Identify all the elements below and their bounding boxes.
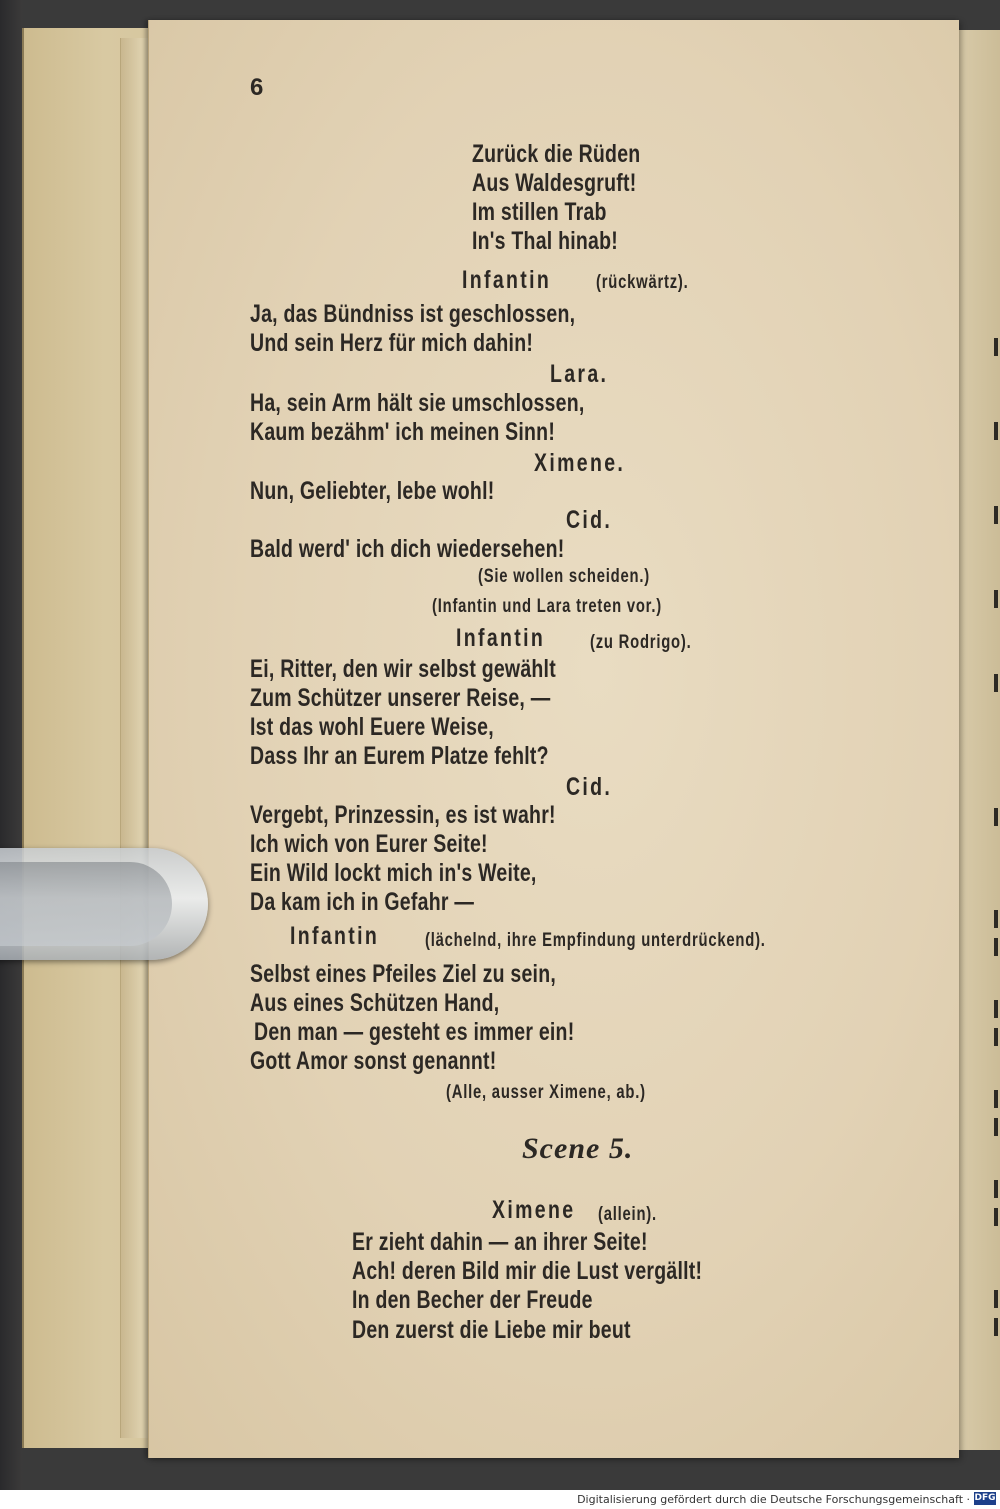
footer-credit: Digitalisierung gefördert durch die Deutsche Forschungsgemeinschaft ·: [577, 1493, 970, 1506]
verse-line: Den man — gesteht es immer ein!: [254, 1018, 575, 1046]
verse-line: Und sein Herz für mich dahin!: [250, 329, 534, 357]
speaker-name: Lara.: [550, 360, 609, 388]
speaker-name: Ximene.: [534, 449, 626, 477]
verse-line: Er zieht dahin — an ihrer Seite!: [352, 1228, 648, 1256]
verse-line: Den zuerst die Liebe mir beut: [352, 1316, 631, 1344]
speaker-name: Infantin: [462, 266, 552, 294]
verse-line: Im stillen Trab: [472, 198, 607, 226]
stage-direction: (Infantin und Lara treten vor.): [432, 596, 663, 617]
verse-line: Dass Ihr an Eurem Platze fehlt?: [250, 742, 549, 770]
scene-heading: Scene 5.: [522, 1132, 634, 1165]
glass-page-weight-core: [0, 862, 172, 946]
stage-direction: (allein).: [598, 1204, 657, 1225]
verse-line: In den Becher der Freude: [352, 1286, 593, 1314]
stage-direction: (lächelnd, ihre Empfindung unterdrückend).: [425, 930, 766, 951]
verse-line: Ei, Ritter, den wir selbst gewählt: [250, 655, 556, 683]
verse-line: Ist das wohl Euere Weise,: [250, 713, 494, 741]
verse-line: Da kam ich in Gefahr —: [250, 888, 475, 916]
verse-line: Ach! deren Bild mir die Lust vergällt!: [352, 1257, 703, 1285]
verse-line: Zum Schützer unserer Reise, —: [250, 684, 551, 712]
speaker-name: Infantin: [456, 624, 546, 652]
verse-line: Aus Waldesgruft!: [472, 169, 637, 197]
speaker-name: Cid.: [566, 773, 613, 801]
verse-line: Ein Wild lockt mich in's Weite,: [250, 859, 537, 887]
verse-line: Ja, das Bündniss ist geschlossen,: [250, 300, 576, 328]
stage-direction: (Sie wollen scheiden.): [478, 566, 650, 587]
speaker-name: Infantin: [290, 922, 380, 950]
verse-line: Selbst eines Pfeiles Ziel zu sein,: [250, 960, 556, 988]
stage-direction: (zu Rodrigo).: [590, 632, 692, 653]
verse-line: Kaum bezähm' ich meinen Sinn!: [250, 418, 556, 446]
speaker-name: Ximene: [492, 1196, 576, 1224]
glass-page-weight: [0, 848, 208, 960]
verse-line: Zurück die Rüden: [472, 140, 641, 168]
verse-line: Gott Amor sonst genannt!: [250, 1047, 497, 1075]
right-page-letter-fragments: [994, 330, 1000, 1430]
verse-line: Vergebt, Prinzessin, es ist wahr!: [250, 801, 556, 829]
page-number: 6: [250, 74, 264, 101]
dfg-logo-icon: DFG: [974, 1493, 996, 1503]
verse-line: Aus eines Schützen Hand,: [250, 989, 500, 1017]
verse-line: In's Thal hinab!: [472, 227, 618, 255]
verse-line: Ha, sein Arm hält sie umschlossen,: [250, 389, 585, 417]
stage-direction: (rückwärtz).: [596, 272, 689, 293]
verse-line: Bald werd' ich dich wiedersehen!: [250, 535, 565, 563]
speaker-name: Cid.: [566, 506, 613, 534]
stage-direction: (Alle, ausser Ximene, ab.): [446, 1082, 646, 1103]
verse-line: Ich wich von Eurer Seite!: [250, 830, 488, 858]
verse-line: Nun, Geliebter, lebe wohl!: [250, 477, 495, 505]
